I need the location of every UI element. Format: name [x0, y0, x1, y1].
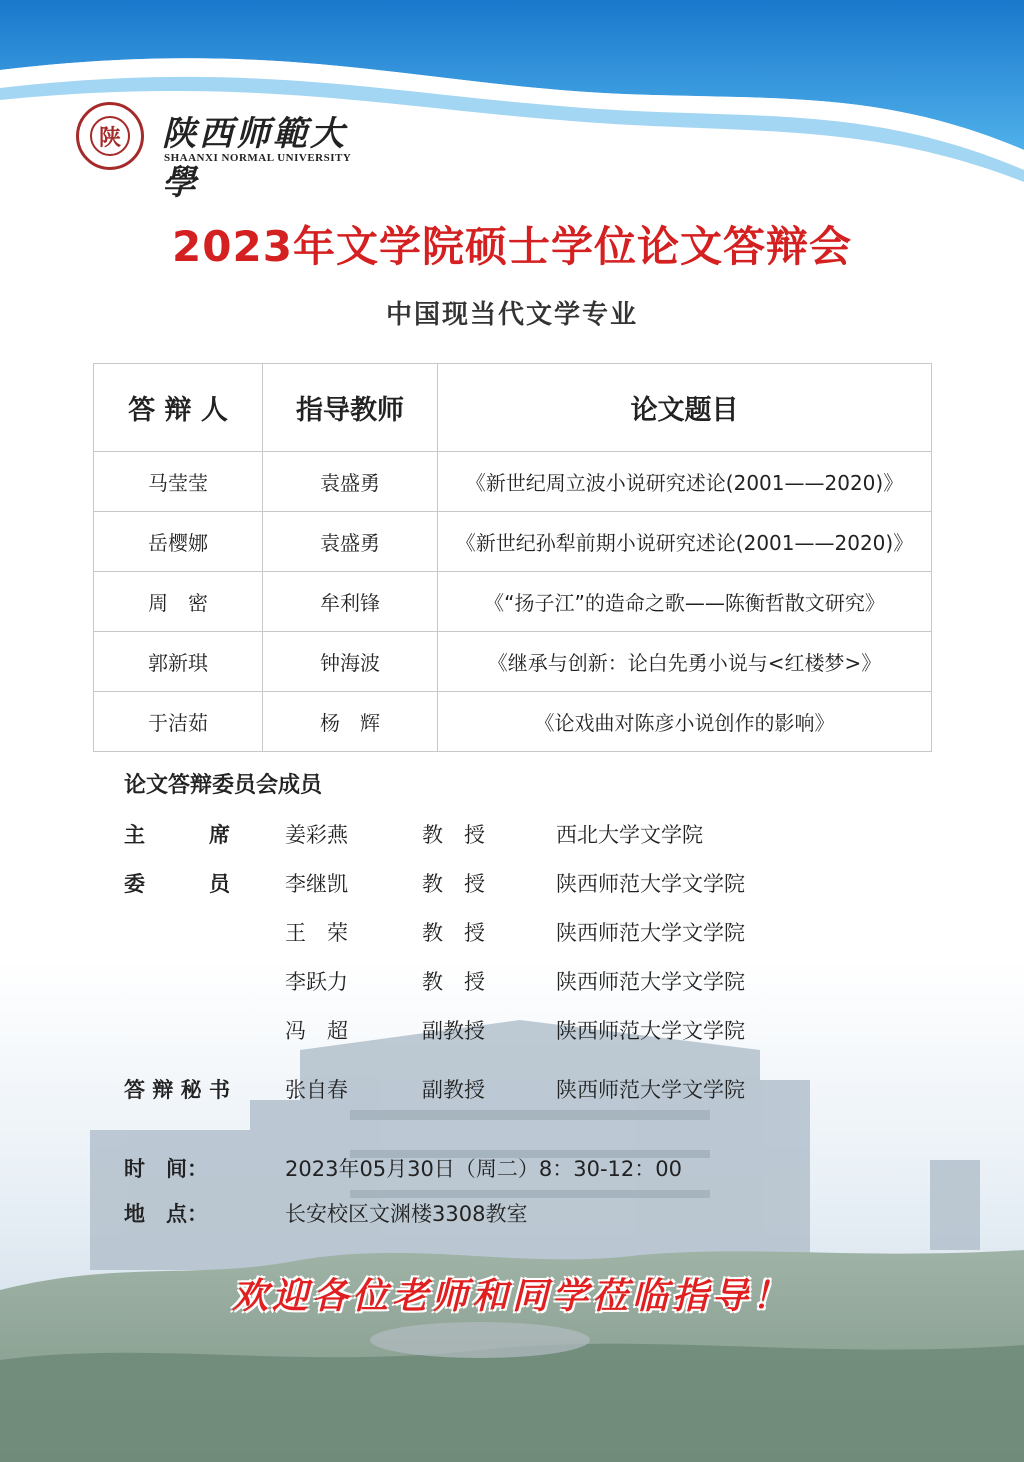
defense-time [0, 1153, 1024, 1183]
time-value: 2023年05月30日（周二）8：30-12：00 [285, 1157, 682, 1181]
seal-character: 陕 [90, 116, 130, 156]
advisor-name: 杨 辉 [263, 692, 438, 752]
thesis-title: 《新世纪孙犁前期小说研究述论(2001——2020)》 [438, 512, 932, 572]
member-rank: 教 授 [422, 823, 485, 847]
member-name: 冯 超 [285, 1019, 348, 1043]
welcome-message: 欢迎各位老师和同学莅临指导！ [231, 1276, 792, 1317]
thesis-title: 《论戏曲对陈彦小说创作的影响》 [438, 692, 932, 752]
defense-table [93, 363, 932, 752]
table-row [94, 632, 932, 692]
member-name: 张自春 [285, 1078, 348, 1102]
page-title: 2023年文学院硕士学位论文答辩会 [172, 222, 852, 271]
member-rank: 教 授 [422, 970, 485, 994]
member-institution: 陕西师范大学文学院 [556, 921, 745, 945]
member-role: 委员 [124, 872, 230, 896]
candidate-name: 周 密 [94, 572, 263, 632]
university-seal-icon [76, 102, 144, 170]
table-header-row [94, 364, 932, 452]
table-row [94, 452, 932, 512]
member-institution: 陕西师范大学文学院 [556, 872, 745, 896]
time-label: 时 间： [124, 1157, 208, 1181]
thesis-title: 《新世纪周立波小说研究述论(2001——2020)》 [438, 452, 932, 512]
defense-place [0, 1198, 1024, 1228]
member-name: 姜彩燕 [285, 823, 348, 847]
committee-member-row [0, 966, 1024, 996]
member-rank: 副教授 [422, 1019, 485, 1043]
member-role: 主席 [124, 823, 230, 847]
candidate-name: 马莹莹 [94, 452, 263, 512]
member-name: 李跃力 [285, 970, 348, 994]
candidate-name: 岳樱娜 [94, 512, 263, 572]
member-rank: 副教授 [422, 1078, 485, 1102]
thesis-title: 《“扬子江”的造命之歌——陈衡哲散文研究》 [438, 572, 932, 632]
candidate-name: 郭新琪 [94, 632, 263, 692]
committee-member-row [0, 819, 1024, 849]
header-advisor: 指导教师 [263, 364, 438, 452]
member-role: 答辩秘书 [124, 1078, 230, 1102]
place-label: 地 点： [124, 1202, 208, 1226]
place-value: 长安校区文渊楼3308教室 [285, 1202, 528, 1226]
committee-member-row [0, 917, 1024, 947]
member-name: 李继凯 [285, 872, 348, 896]
header-candidate: 答 辩 人 [94, 364, 263, 452]
university-logo [76, 102, 376, 203]
candidate-name: 于洁茹 [94, 692, 263, 752]
advisor-name: 钟海波 [263, 632, 438, 692]
table-row [94, 512, 932, 572]
member-institution: 陕西师范大学文学院 [556, 1078, 745, 1102]
table-row [94, 572, 932, 632]
member-institution: 陕西师范大学文学院 [556, 1019, 745, 1043]
table-row [94, 692, 932, 752]
member-rank: 教 授 [422, 872, 485, 896]
advisor-name: 牟利锋 [263, 572, 438, 632]
member-name: 王 荣 [285, 921, 348, 945]
header-thesis-title: 论文题目 [438, 364, 932, 452]
committee-member-row [0, 1074, 1024, 1104]
member-institution: 陕西师范大学文学院 [556, 970, 745, 994]
advisor-name: 袁盛勇 [263, 452, 438, 512]
member-rank: 教 授 [422, 921, 485, 945]
university-name-english: SHAANXI NORMAL UNIVERSITY [164, 152, 352, 164]
member-institution: 西北大学文学院 [556, 823, 703, 847]
university-name-chinese: 陕西师範大學 [162, 114, 347, 203]
committee-heading: 论文答辩委员会成员 [124, 773, 323, 798]
advisor-name: 袁盛勇 [263, 512, 438, 572]
committee-member-row [0, 868, 1024, 898]
page-subtitle: 中国现当代文学专业 [385, 300, 638, 330]
committee-member-row [0, 1015, 1024, 1045]
thesis-title: 《继承与创新：论白先勇小说与<红楼梦>》 [438, 632, 932, 692]
